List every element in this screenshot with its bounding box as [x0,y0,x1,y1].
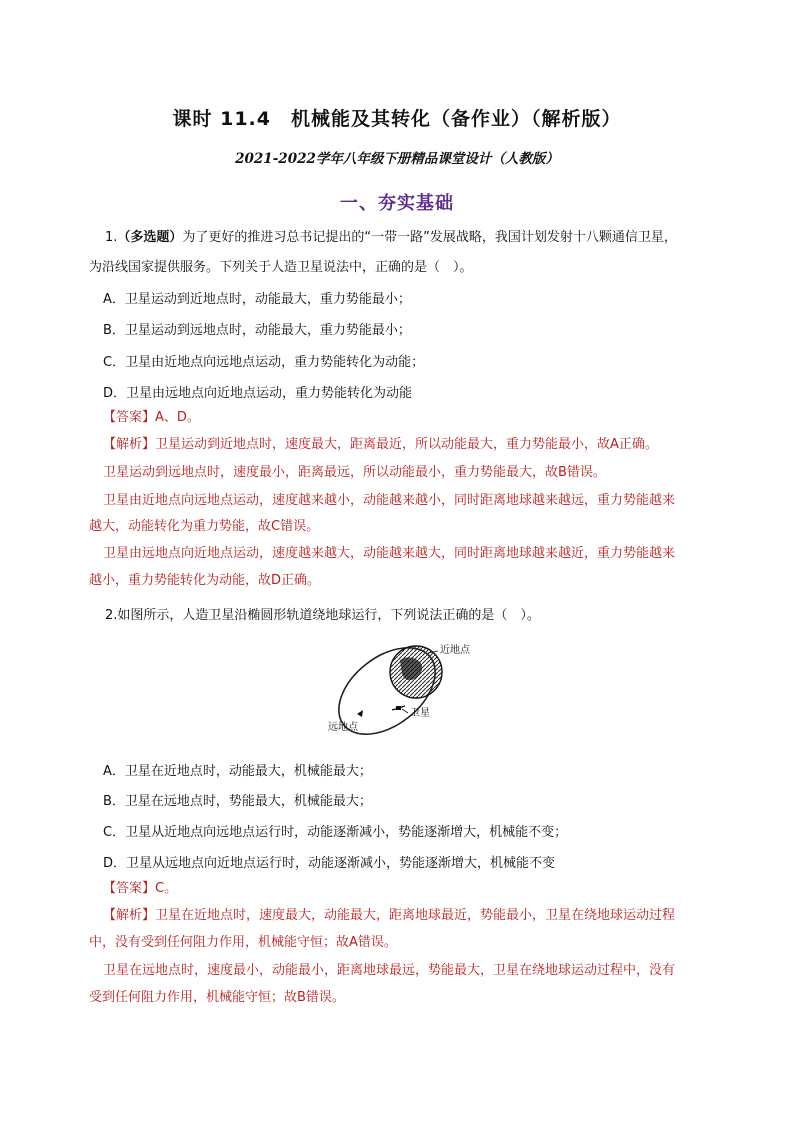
q1-analysis-label: 【解析】 [103,437,156,452]
q1-analysis-line-6: 越小，重力势能转化为动能，故D正确。 [89,573,321,588]
q2-option-d: D．卫星从远地点向近地点运行时，动能逐渐减小，势能逐渐增大，机械能不变 [103,856,556,871]
label-far-point: 远地点 [328,722,358,733]
q2-analysis-line-3: 卫星在远地点时，速度最小，动能最小，距离地球最远，势能最大，卫星在绕地球运动过程中，没有 [103,963,676,978]
q1-option-c: C．卫星由近地点向远地点运动，重力势能转化为动能； [103,355,425,370]
q2-answer-value: C。 [155,881,178,896]
q2-option-c: C．卫星从近地点向远地点运行时，动能逐渐减小，势能逐渐增大，机械能不变； [103,825,568,840]
q1-option-b: B．卫星运动到远地点时，动能最大，重力势能最小； [103,323,411,338]
q2-option-b: B．卫星在远地点时，势能最大，机械能最大； [103,794,372,809]
q2-option-a: A．卫星在近地点时，动能最大，机械能最大； [103,764,372,779]
orbit-diagram [322,636,472,736]
q2-analysis-label: 【解析】 [103,908,156,923]
q1-answer-value: A、D。 [155,410,200,425]
q2-stem: 2.如图所示，人造卫星沿椭圆形轨道绕地球运行，下列说法正确的是（ ）。 [105,608,540,623]
q1-stem-text: 为了更好的推进习总书记提出的“一带一路”发展战略，我国计划发射十八颗通信卫星， [182,230,677,245]
q2-analysis-line-4: 受到任何阻力作用，机械能守恒；故B错误。 [89,990,345,1005]
q1-analysis-line-4: 越大，动能转化为重力势能，故C错误。 [89,519,320,534]
section-heading: 一、夯实基础 [340,193,454,214]
q1-answer-label: 【答案】 [103,410,156,425]
q1-analysis-line-3: 卫星由近地点向远地点运动，速度越来越小，动能越来越小，同时距离地球越来越远，重力势能越来 [103,493,676,508]
q2-analysis-text: 卫星在近地点时，速度最大，动能最大，距离地球最近，势能最小，卫星在绕地球运动过程 [155,908,676,923]
q1-option-a: A．卫星运动到近地点时，动能最大，重力势能最小； [103,292,411,307]
document-subtitle: 2021-2022学年八年级下册精品课堂设计（人教版） [235,151,559,167]
q1-stem-line-2: 为沿线国家提供服务。下列关于人造卫星说法中，正确的是（ ）。 [89,260,473,275]
q1-number: 1. [105,230,118,245]
document-title: 课时 11.4 机械能及其转化（备作业）（解析版） [172,108,622,130]
orbit-arrow-icon [357,710,363,717]
q1-stem-line-1 [105,229,677,247]
q1-answer [103,409,200,427]
q1-analysis-text: 卫星运动到近地点时，速度最大，距离最近，所以动能最大，重力势能最小，故A正确。 [155,437,658,452]
satellite-orbit-figure [322,636,472,736]
q1-analysis-line-5: 卫星由远地点向近地点运动，速度越来越大，动能越来越大，同时距离地球越来越近，重力势能越来 [103,546,676,561]
q2-analysis-line-1 [103,907,675,925]
q1-option-d: D．卫星由远地点向近地点运动，重力势能转化为动能 [103,386,413,401]
q1-analysis-line-1 [103,436,658,454]
q1-tag: （多选题） [117,230,183,245]
label-near-point: 近地点 [440,645,470,656]
q1-analysis-line-2: 卫星运动到远地点时，速度最小，距离最远，所以动能最小，重力势能最大，故B错误。 [103,465,606,480]
q2-answer [103,880,177,898]
label-satellite: 卫星 [410,708,430,719]
q2-answer-label: 【答案】 [103,881,156,896]
q2-analysis-line-2: 中，没有受到任何阻力作用，机械能守恒；故A错误。 [89,935,397,950]
